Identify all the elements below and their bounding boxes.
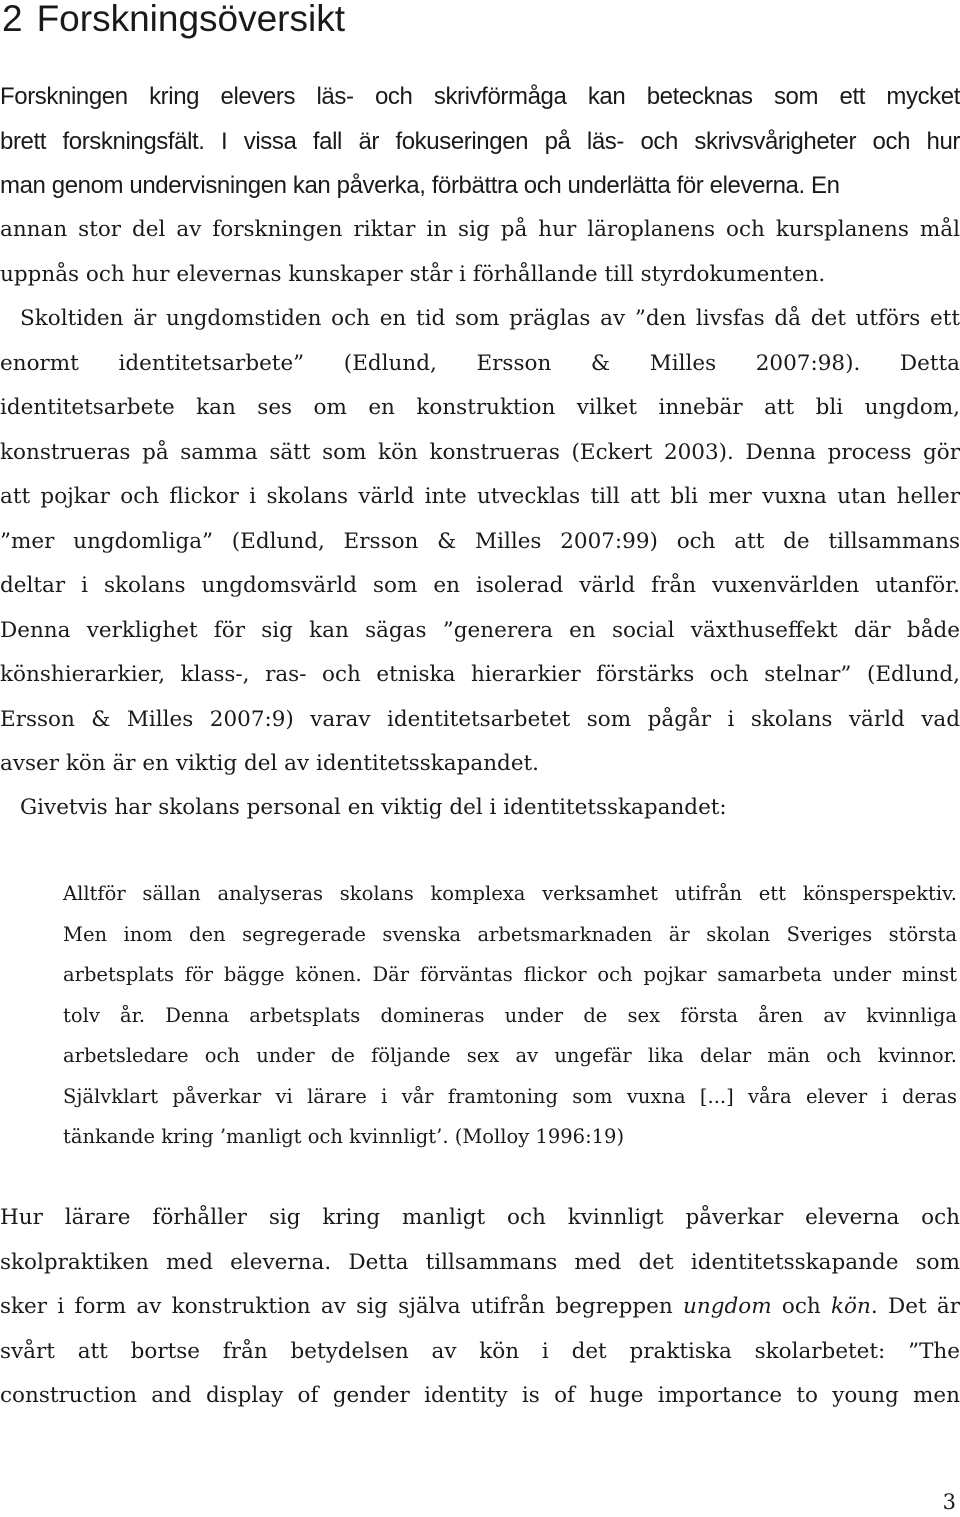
paragraph-intro: [0, 75, 960, 209]
section-heading: [2, 0, 345, 42]
paragraph-line: att pojkar och flickor i skolans värld inte utvecklas till att bli mer vuxna utan heller: [0, 484, 960, 509]
paragraph-teachers: [0, 1196, 960, 1419]
paragraph-line: enormt identitetsarbete” (Edlund, Ersson & Milles 2007:98). Detta: [0, 350, 960, 376]
paragraph-line: konstrueras på samma sätt som kön konstrueras (Eckert 2003). Denna process gör: [0, 439, 960, 465]
quote-line: tolv år. Denna arbetsplats domineras under de sex första åren av kvinnliga: [63, 1003, 957, 1027]
paragraph-line: Ersson & Milles 2007:9) varav identitetsarbetet som pågår i skolans värld vad: [0, 706, 960, 732]
paragraph-line: Givetvis har skolans personal en viktig del i identitetsskapandet:: [20, 795, 727, 820]
line-text: och: [771, 1294, 832, 1319]
emphasis-kon: kön: [831, 1294, 871, 1319]
paragraph-line: avser kön är en viktig del av identitetsskapandet.: [0, 751, 540, 776]
section-title: Forskningsöversikt: [36, 0, 346, 39]
quote-line: Men inom den segregerade svenska arbetsmarknaden är skolan Sveriges största: [63, 922, 957, 946]
line-text: sker i form av konstruktion av sig själva utifrån begreppen: [0, 1294, 684, 1319]
paragraph-intro-continued: [0, 208, 960, 297]
paragraph-line: uppnås och hur elevernas kunskaper står i förhållande till styrdokumenten.: [0, 261, 826, 287]
section-number: 2: [2, 0, 23, 39]
paragraph-line: svårt att bortse från betydelsen av kön i det praktiska skolarbetet: ”The: [0, 1338, 960, 1364]
paragraph-line: identitetsarbete kan ses om en konstruktion vilket innebär att bli ungdom,: [0, 395, 960, 420]
paragraph-line: annan stor del av forskningen riktar in sig på hur läroplanens och kursplanens mål: [0, 217, 960, 242]
emphasis-ungdom: ungdom: [683, 1294, 772, 1319]
paragraph-line: brett forskningsfält. I vissa fall är fokuseringen på läs- och skrivsvårigheter och hur: [0, 127, 960, 155]
block-quote: [63, 874, 957, 1158]
paragraph-line: deltar i skolans ungdomsvärld som en isolerad värld från vuxenvärlden utanför.: [0, 573, 960, 598]
quote-line: tänkande kring ’manligt och kvinnligt’. (Molloy 1996:19): [63, 1125, 625, 1148]
paragraph-line: [0, 1285, 960, 1330]
paragraph-line: construction and display of gender identity is of huge importance to young men: [0, 1383, 960, 1408]
paragraph-personal: [0, 786, 960, 831]
quote-line: Självklart påverkar vi lärare i vår framtoning som vuxna [...] våra elever i deras: [63, 1084, 957, 1108]
quote-line: arbetsledare och under de följande sex av ungefär lika delar män och kvinnor.: [63, 1044, 957, 1067]
paragraph-line: Hur lärare förhåller sig kring manligt och kvinnligt påverkar eleverna och: [0, 1205, 960, 1230]
quote-line: arbetsplats för bägge könen. Där förväntas flickor och pojkar samarbeta under minst: [63, 963, 957, 986]
paragraph-line: Forskningen kring elevers läs- och skrivförmåga kan betecknas som ett mycket: [0, 83, 960, 110]
paragraph-line: skolpraktiken med eleverna. Detta tillsammans med det identitetsskapande som: [0, 1249, 960, 1275]
paragraph-line: man genom undervisningen kan påverka, förbättra och underlätta för eleverna. En: [0, 172, 840, 199]
line-text: . Det är: [870, 1294, 960, 1319]
page-number: 3: [942, 1490, 956, 1514]
paragraph-line: Denna verklighet för sig kan sägas ”generera en social växthuseffekt där både: [0, 617, 960, 643]
paragraph-line: könshierarkier, klass-, ras- och etniska hierarkier förstärks och stelnar” (Edlund,: [0, 662, 960, 687]
paragraph-line: ”mer ungdomliga” (Edlund, Ersson & Milles 2007:99) och att de tillsammans: [0, 528, 960, 554]
paragraph-identity: [0, 297, 960, 787]
paragraph-line: Skoltiden är ungdomstiden och en tid som präglas av ”den livsfas då det utförs ett: [20, 306, 960, 331]
quote-line: Alltför sällan analyseras skolans komplexa verksamhet utifrån ett könsperspektiv.: [63, 882, 957, 905]
